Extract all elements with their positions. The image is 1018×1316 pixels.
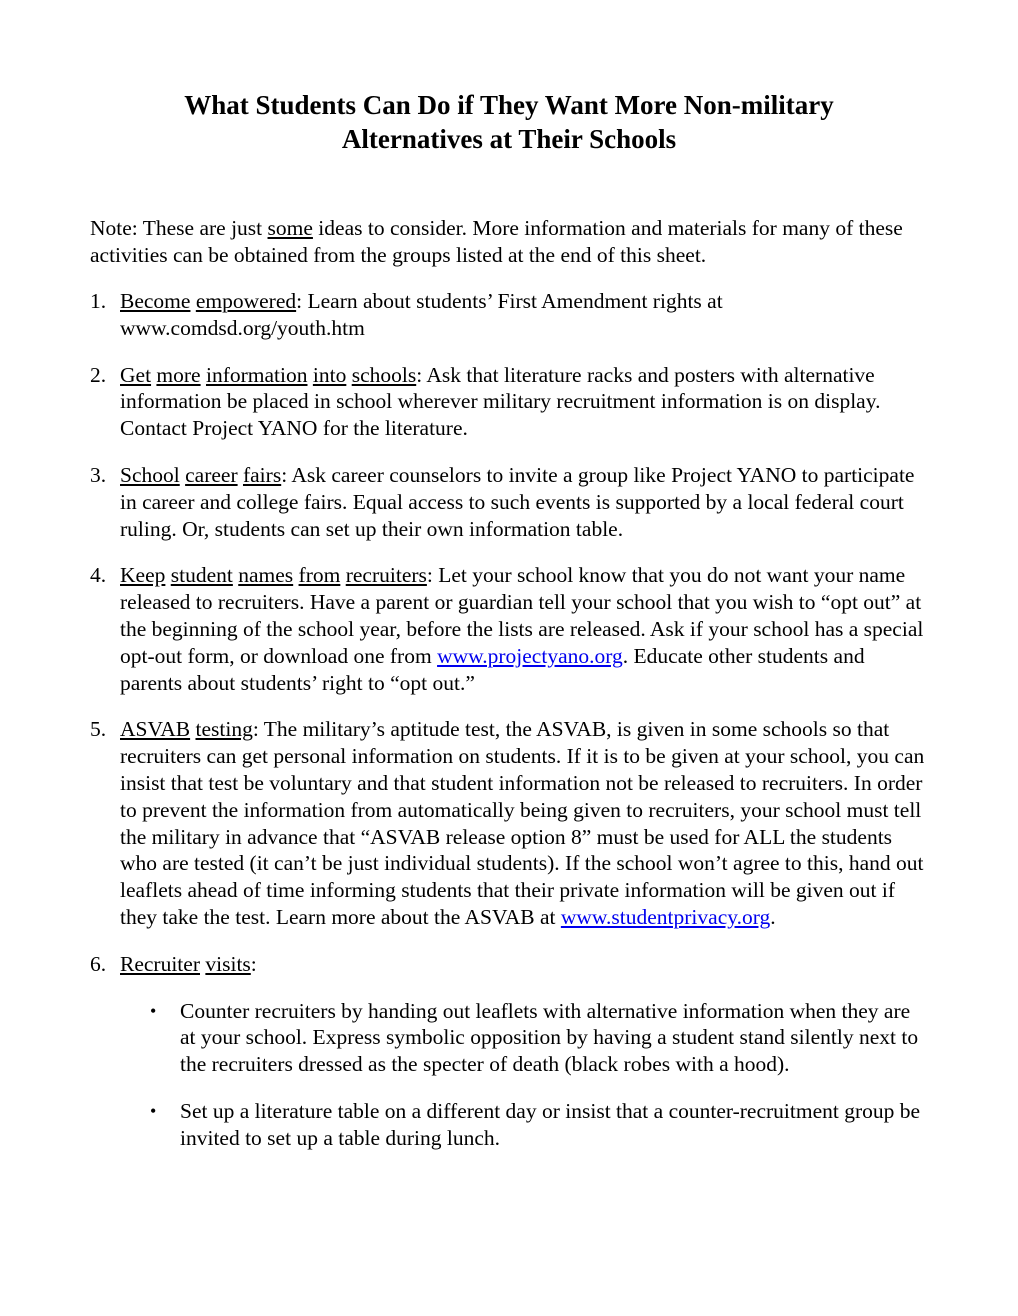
title-line-2: Alternatives at Their Schools	[341, 124, 677, 154]
note-emphasis: some	[267, 216, 313, 240]
list-item-text	[120, 562, 930, 696]
list-item-body-end: . Educate other students and parents about students’ right to “opt out.”	[120, 643, 865, 695]
bullet-text: Set up a literature table on a different day or insist that a counter-recruitment group be invited to set up a table during lunch.	[180, 1098, 921, 1150]
note-prefix: Note: These are just	[90, 216, 268, 240]
bullet-text: Counter recruiters by handing out leaflets with alternative information when they are at your school. Express symbolic opposition by having a student stand silently next to the recruiters dressed as the specter of death (black robes with a hood).	[180, 998, 919, 1077]
list-item-body: : The military’s aptitude test, the ASVAB, is given in some schools so that recruiters can get personal information on students. If it is to be given at your school, you can insist that test be voluntary and that student information not be released to recruiters. In order to prevent the information from automatically being given to recruiters, your school must tell the military in advance that “ASVAB release option 8” must be used for ALL the students who are tested (it can’t be just individual students). If the school won’t agree to this, hand out leaflets ahead of time informing students that their private information will be given out if they take the test. Learn more about the ASVAB at	[120, 717, 925, 929]
list-item-number: 6.	[90, 951, 107, 976]
list-item	[90, 362, 930, 442]
list-item-heading	[120, 289, 296, 313]
list-item-heading	[120, 463, 281, 487]
heading-word: names	[238, 563, 294, 588]
heading-word: career	[185, 462, 238, 487]
bullet-icon: •	[150, 1000, 157, 1021]
bullet-icon: •	[150, 1100, 157, 1121]
list-item-number: 1.	[90, 289, 107, 313]
list-item-number: 5.	[90, 717, 107, 742]
list-item-heading	[120, 563, 427, 587]
list-item-text	[120, 462, 930, 542]
list-item	[90, 716, 930, 930]
title-line-1: What Students Can Do if They Want More Non-military	[184, 90, 834, 120]
heading-word: visits	[205, 951, 251, 976]
heading-word: School	[120, 462, 180, 487]
heading-word: into	[312, 362, 347, 387]
heading-word: Get	[120, 362, 152, 387]
list-item-link[interactable]: www.studentprivacy.org	[560, 904, 771, 929]
list-item-number: 4.	[90, 563, 107, 588]
heading-word: Keep	[120, 563, 166, 588]
heading-word: ASVAB	[120, 717, 191, 742]
heading-word: Become	[120, 289, 191, 313]
list-item-heading	[120, 363, 416, 387]
heading-word: student	[170, 563, 233, 588]
list-item-text	[120, 288, 930, 342]
list-item-heading	[120, 952, 251, 976]
heading-word: Recruiter	[120, 951, 200, 976]
heading-word: testing	[195, 717, 253, 742]
list-item-number: 3.	[90, 462, 107, 487]
list-item-text	[120, 362, 930, 442]
list-item-text	[120, 716, 930, 930]
list-item-body: : Ask that literature racks and posters with alternative information be placed in school wherever military recruitment information is on display. Contact Project YANO for the literature.	[120, 362, 881, 441]
list-item-heading	[120, 717, 253, 741]
list-item	[90, 951, 930, 1152]
heading-word: schools	[351, 362, 417, 387]
heading-word: more	[156, 362, 201, 387]
list-item-body: : Let your school know that you do not want your name released to recruiters. Have a parent or guardian tell your school that you wish to “opt out” at the beginning of the school year, before the lists are released. Ask if your school has a special opt-out form, or download one from	[120, 563, 924, 668]
heading-word: recruiters	[345, 563, 427, 588]
list-item-body: : Learn about students’ First Amendment rights at www.comdsd.org/youth.htm	[120, 289, 723, 340]
list-item	[90, 462, 930, 542]
heading-word: from	[298, 563, 341, 588]
list-item-link[interactable]: www.projectyano.org	[437, 643, 623, 668]
intro-note	[90, 215, 930, 269]
list-item	[90, 288, 930, 342]
bullet-item	[150, 1098, 930, 1152]
heading-word: empowered	[195, 289, 297, 313]
list-item-text	[120, 951, 930, 978]
heading-word: fairs	[242, 462, 282, 487]
numbered-list	[90, 288, 930, 1172]
bullet-item	[150, 998, 930, 1078]
note-suffix: ideas to consider. More information and materials for many of these activities can be obtained from the groups listed at the end of this sheet.	[90, 216, 903, 267]
bullet-list	[120, 998, 930, 1152]
heading-word: information	[205, 362, 308, 387]
list-item-body-end: .	[770, 904, 776, 929]
page-title	[60, 88, 958, 156]
list-item-body: : Ask career counselors to invite a group like Project YANO to participate in career and college fairs. Equal access to such events is supported by a local federal court ruling. Or, students can set up their own information table.	[120, 462, 915, 541]
list-item	[90, 562, 930, 696]
list-item-body: :	[250, 951, 257, 976]
list-item-number: 2.	[90, 362, 107, 387]
